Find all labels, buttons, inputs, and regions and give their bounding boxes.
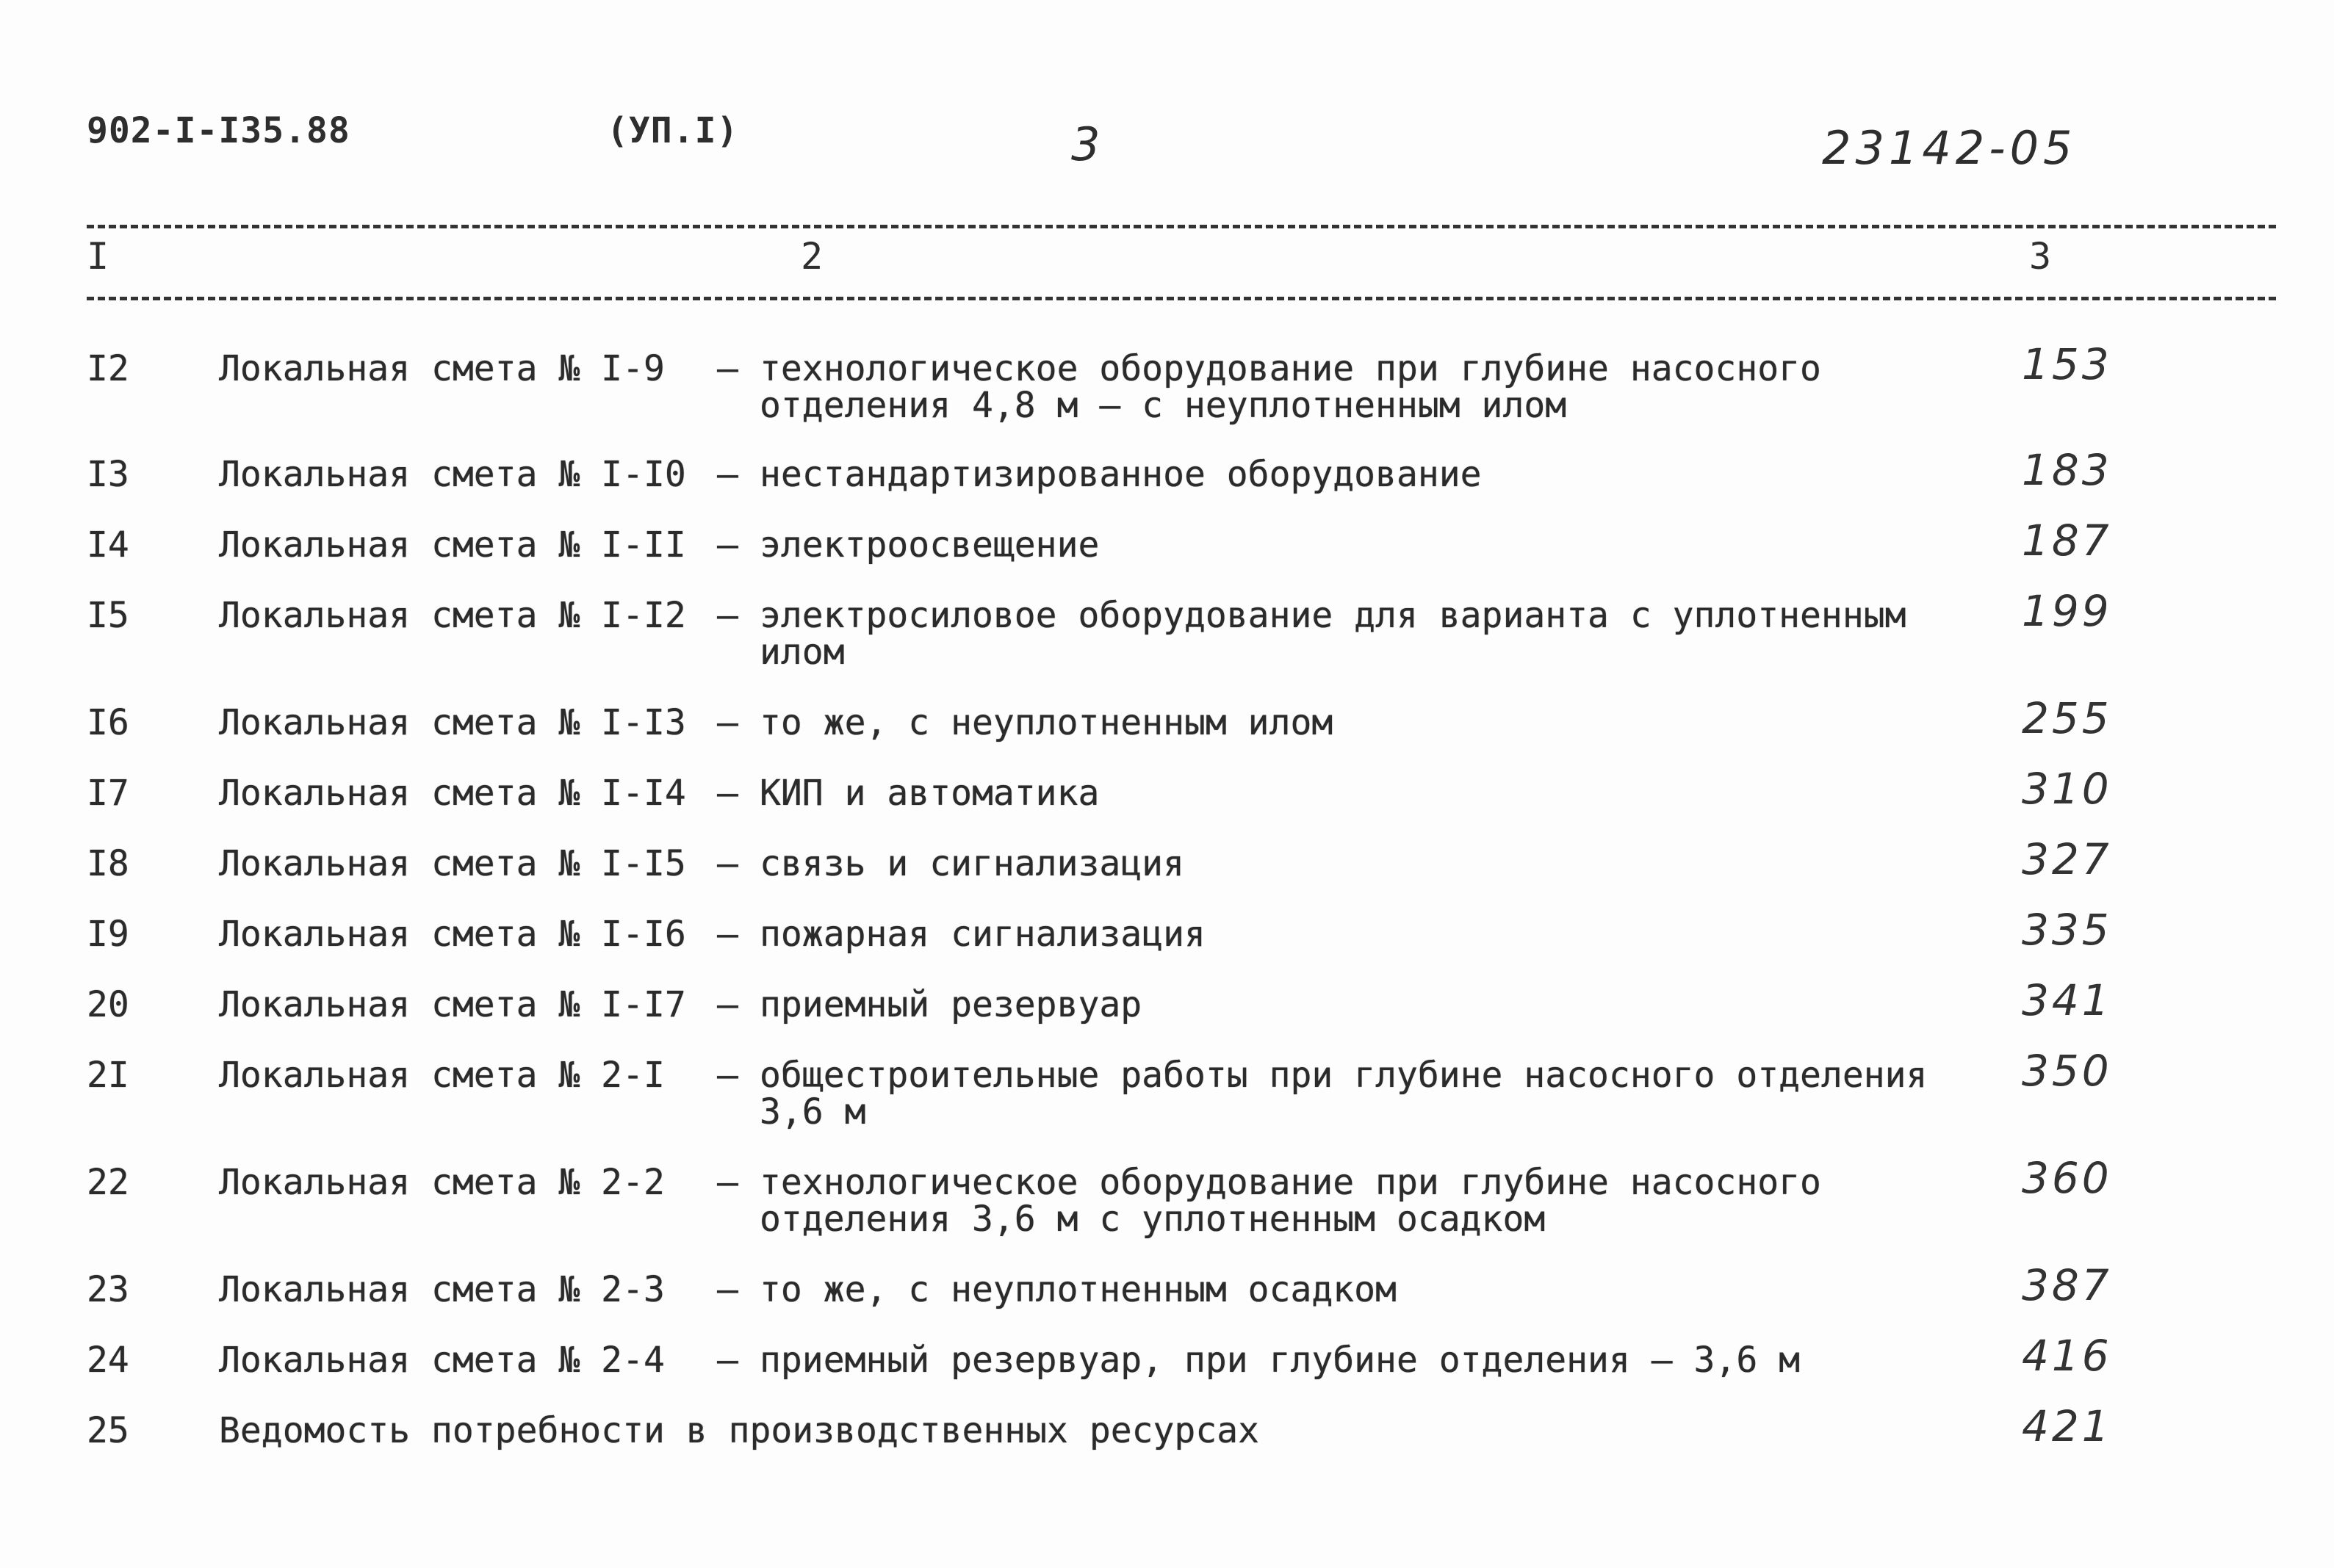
table-row [0, 586, 2334, 673]
table-row [0, 516, 2334, 593]
row-number: 25 [87, 1410, 129, 1451]
description-line: общестроительные работы при глубине насосного отделения [760, 1055, 1928, 1096]
row-number: I6 [87, 702, 129, 743]
row-description [760, 454, 1482, 495]
row-number: 23 [87, 1269, 129, 1310]
row-page-number: 387 [2022, 1260, 2112, 1310]
row-page-number: 421 [2022, 1401, 2112, 1451]
description-line: то же, с неуплотненным илом [760, 702, 1333, 743]
column-header-1: I [87, 235, 109, 278]
row-description [760, 595, 1906, 673]
table-row [0, 1331, 2334, 1409]
description-line: илом [760, 632, 845, 673]
description-line: электросиловое оборудование для варианта с уплотненным [760, 595, 1906, 636]
table-row [0, 1401, 2334, 1479]
row-number: I7 [87, 773, 129, 814]
row-page-number: 187 [2022, 516, 2112, 566]
table-row [0, 339, 2334, 426]
row-page-number: 335 [2022, 905, 2112, 955]
row-number: I9 [87, 914, 129, 955]
column-header-2: 2 [801, 235, 824, 278]
row-title: Локальная смета № I-I6 [219, 914, 686, 955]
row-number: I2 [87, 348, 129, 389]
row-number: I8 [87, 843, 129, 884]
row-description [760, 348, 1821, 426]
description-line: то же, с неуплотненным осадком [760, 1269, 1397, 1310]
description-line: технологическое оборудование при глубине насосного [760, 348, 1821, 389]
table-row [0, 1046, 2334, 1132]
row-page-number: 153 [2022, 339, 2112, 389]
description-line: отделения 4,8 м – с неуплотненным илом [760, 385, 1567, 426]
table-row [0, 905, 2334, 983]
description-line: пожарная сигнализация [760, 914, 1206, 955]
row-separator-dash: – [717, 843, 738, 884]
row-description [760, 914, 1206, 955]
table-row [0, 764, 2334, 842]
row-separator-dash: – [717, 1055, 738, 1096]
row-description [760, 843, 1184, 884]
album-part: (УП.I) [607, 110, 739, 151]
column-header-3: 3 [2029, 235, 2052, 278]
description-line: технологическое оборудование при глубине насосного [760, 1162, 1821, 1203]
row-number: 2I [87, 1055, 129, 1096]
description-line: отделения 3,6 м с уплотненным осадком [760, 1199, 1546, 1240]
row-separator-dash: – [717, 1269, 738, 1310]
row-description [760, 1340, 1801, 1381]
row-title: Ведомость потребности в производственных ресурсах [219, 1410, 1260, 1451]
row-title: Локальная смета № I-I0 [219, 454, 686, 495]
row-title: Локальная смета № I-II [219, 524, 686, 566]
row-separator-dash: – [717, 1340, 738, 1381]
description-line: нестандартизированное оборудование [760, 454, 1482, 495]
table-row [0, 693, 2334, 771]
row-separator-dash: – [717, 454, 738, 495]
row-description [760, 773, 1100, 814]
row-title: Локальная смета № 2-I [219, 1055, 665, 1096]
table-row [0, 1153, 2334, 1240]
row-separator-dash: – [717, 1162, 738, 1203]
row-description [760, 1162, 1821, 1240]
row-title: Локальная смета № I-I7 [219, 984, 686, 1025]
row-number: 22 [87, 1162, 129, 1203]
row-title: Локальная смета № I-I4 [219, 773, 686, 814]
description-line: связь и сигнализация [760, 843, 1184, 884]
row-separator-dash: – [717, 773, 738, 814]
page-number: 3 [1071, 118, 1101, 171]
description-line: приемный резервуар [760, 984, 1142, 1025]
row-page-number: 341 [2022, 975, 2112, 1025]
row-description [760, 1055, 1928, 1132]
row-page-number: 255 [2022, 693, 2112, 743]
table-row [0, 1260, 2334, 1338]
table-header-divider [87, 297, 2276, 300]
row-page-number: 360 [2022, 1153, 2112, 1203]
description-line: 3,6 м [760, 1091, 866, 1132]
row-title: Локальная смета № 2-3 [219, 1269, 665, 1310]
row-title: Локальная смета № I-9 [219, 348, 665, 389]
row-description [760, 524, 1100, 566]
document-code: 902-I-I35.88 [87, 110, 350, 151]
row-separator-dash: – [717, 348, 738, 389]
table-row [0, 834, 2334, 912]
row-separator-dash: – [717, 702, 738, 743]
row-page-number: 350 [2022, 1046, 2112, 1096]
row-separator-dash: – [717, 524, 738, 566]
row-separator-dash: – [717, 914, 738, 955]
inventory-number: 23142-05 [1822, 121, 2077, 175]
row-title: Локальная смета № 2-4 [219, 1340, 665, 1381]
row-number: 20 [87, 984, 129, 1025]
row-description [760, 702, 1333, 743]
row-number: 24 [87, 1340, 129, 1381]
row-page-number: 310 [2022, 764, 2112, 814]
description-line: приемный резервуар, при глубине отделения – 3,6 м [760, 1340, 1801, 1381]
row-page-number: 199 [2022, 586, 2112, 636]
row-separator-dash: – [717, 595, 738, 636]
row-description [760, 1269, 1397, 1310]
row-title: Локальная смета № I-I2 [219, 595, 686, 636]
description-line: КИП и автоматика [760, 773, 1100, 814]
row-number: I4 [87, 524, 129, 566]
row-title: Локальная смета № 2-2 [219, 1162, 665, 1203]
table-row [0, 975, 2334, 1053]
row-separator-dash: – [717, 984, 738, 1025]
table-top-divider [87, 225, 2276, 228]
row-page-number: 327 [2022, 834, 2112, 884]
row-number: I3 [87, 454, 129, 495]
table-row [0, 445, 2334, 523]
row-page-number: 183 [2022, 445, 2112, 495]
row-page-number: 416 [2022, 1331, 2112, 1381]
row-title: Локальная смета № I-I3 [219, 702, 686, 743]
row-title: Локальная смета № I-I5 [219, 843, 686, 884]
row-number: I5 [87, 595, 129, 636]
description-line: электроосвещение [760, 524, 1100, 566]
row-description [760, 984, 1142, 1025]
